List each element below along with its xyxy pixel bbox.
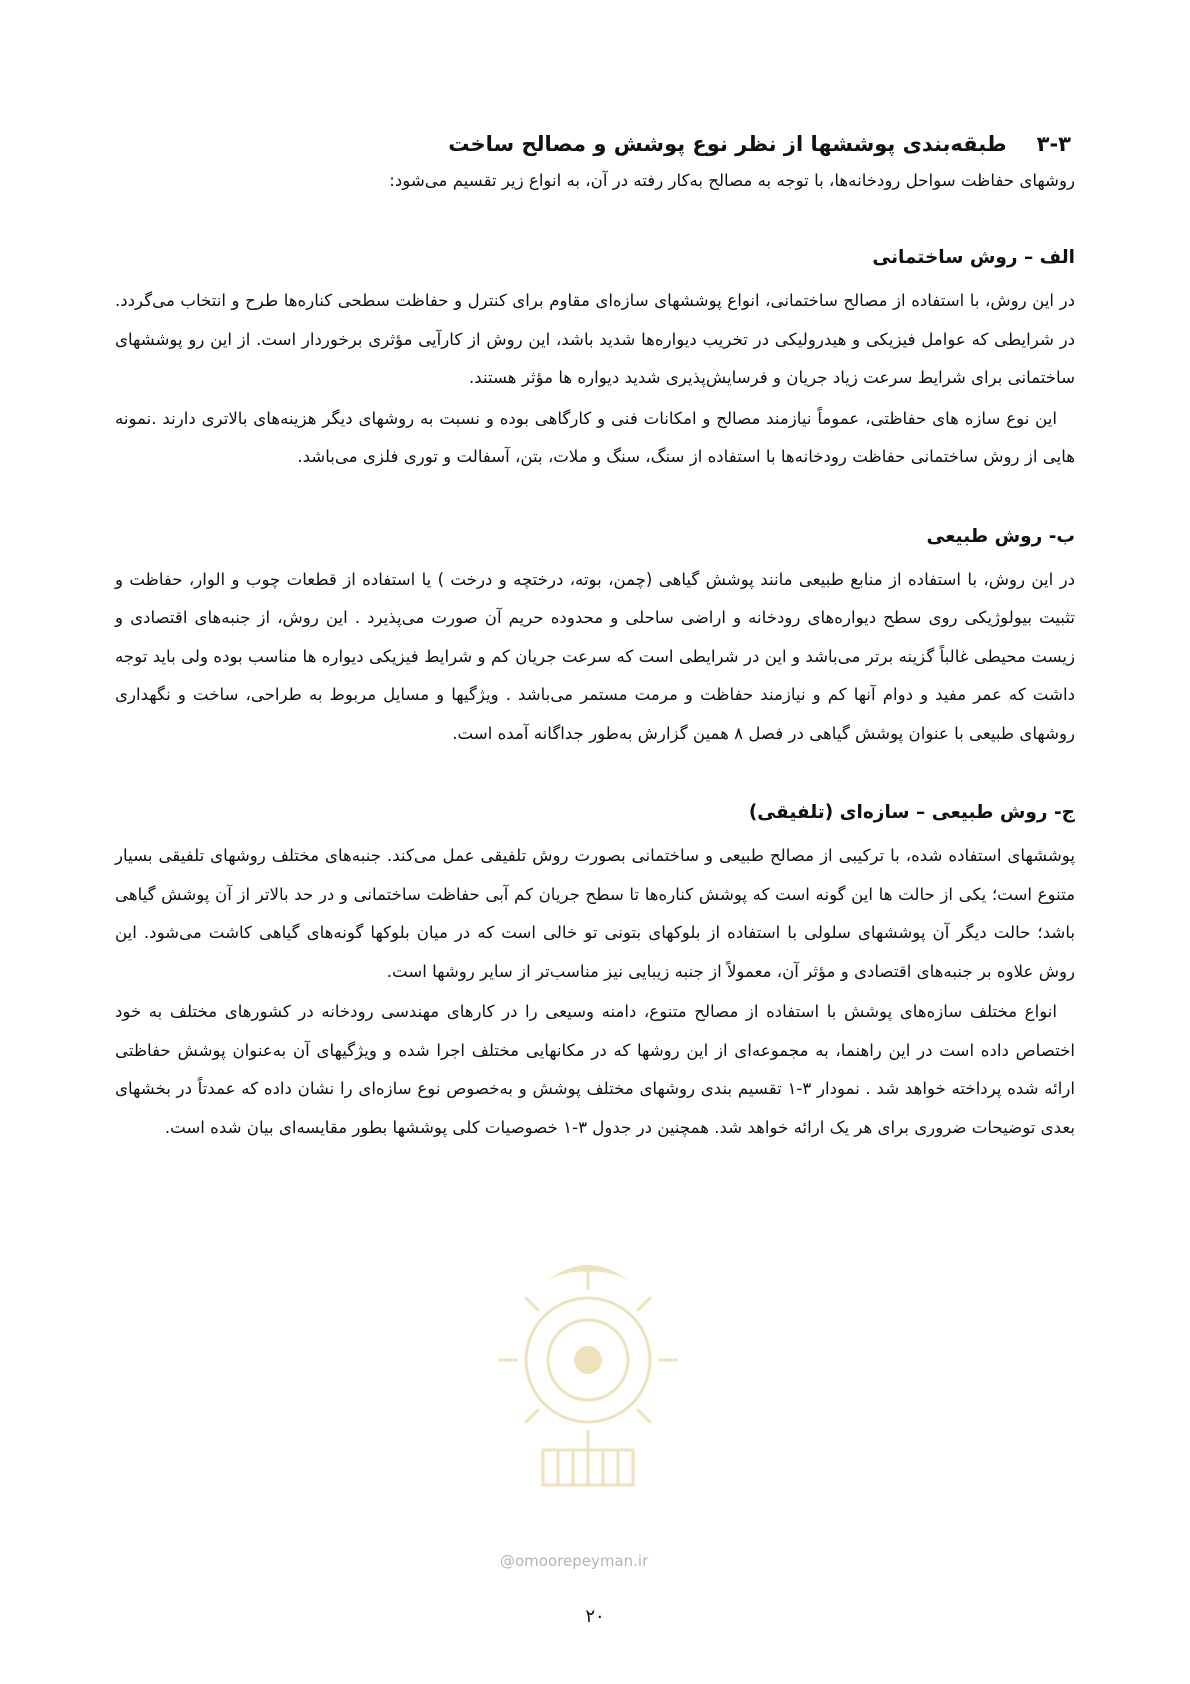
watermark-logo-icon xyxy=(488,1250,688,1500)
page-content xyxy=(115,128,1075,1147)
section-heading xyxy=(115,128,1075,160)
section-intro: روشهای حفاظت سواحل رودخانه‌ها، با توجه به مصالح به‌کار رفته در آن، به انواع زیر تقسیم می‌شود: xyxy=(389,171,1075,190)
subsection-a-paragraph-2: این نوع سازه های حفاظتی، عموماً نیازمند مصالح و امکانات فنی و کارگاهی بوده و نسبت به روشهای دیگر هزینه‌های بالاتری دارند .نمونه هایی از روش ساختمانی حفاظت رودخانه‌ها با استفاده از سنگ، سنگ و ملات، بتن، آسفالت و توری فلزی می‌باشد. xyxy=(115,408,1075,466)
subsection-c-paragraph-1: پوششهای استفاده شده، با ترکیبی از مصالح طبیعی و ساختمانی بصورت روش تلفیقی عمل می‌کند. جنبه‌های مختلف روشهای تلفیقی بسیار متنوع است؛ یکی از حالت ها این گونه است که پوشش کناره‌ها تا سطح جریان کم آبی حفاظت ساختمانی و در حد بالاتر از آن پوشش گیاهی باشد؛ حالت دیگر آن پوششهای سلولی با استفاده از بلوکهای بتونی تو خالی است که در میان بلوکها گونه‌های گیاهی کاشت می‌شود. این روش علاوه بر جنبه‌های اقتصادی و مؤثر آن، معمولاً از جنبه زیبایی نیز مناسب‌تر از سایر روشها است. xyxy=(115,846,1075,981)
page-number: ۲۰ xyxy=(585,1606,605,1627)
watermark-caption: @omoorepeyman.ir xyxy=(500,1552,649,1570)
subsection-a-paragraph-1: در این روش، با استفاده از مصالح ساختمانی، انواع پوششهای سازه‌ای مقاوم برای کنترل و حفاظت سطحی کناره‌ها طرح و انتخاب می‌گردد. در شرایطی که عوامل فیزیکی و هیدرولیکی در تخریب دیواره‌ها شدید باشد، این روش از کارآیی مؤثری برخوردار است. از این رو پوششهای ساختمانی برای شرایط سرعت زیاد جریان و فرسایش‌پذیری شدید دیواره ها مؤثر هستند. xyxy=(115,291,1075,387)
subsection-b-title: ب- روش طبیعی xyxy=(926,525,1075,547)
subsection-b-paragraph-1: در این روش، با استفاده از منابع طبیعی مانند پوشش گیاهی (چمن، بوته، درختچه و درخت ) یا استفاده از قطعات چوب و الوار، حفاظت و تثبیت بیولوژیکی روی سطح دیواره‌های رودخانه و اراضی ساحلی و محدوده حریم آن صورت می‌پذیرد . این روش، از جنبه‌های اقتصادی و زیست محیطی غالباً گزینه برتر می‌باشد و این در شرایطی است که سرعت جریان کم و شرایط فیزیکی دیواره ها مناسب بوده ولی باید توجه داشت که عمر مفید و دوام آنها کم و نیازمند حفاظت و مرمت مستمر می‌باشد . ویژگیها و مسایل مربوط به طراحی، ساخت و نگهداری روشهای طبیعی با عنوان پوشش گیاهی در فصل ۸ همین گزارش به‌طور جداگانه آمده است. xyxy=(115,569,1075,743)
subsection-c-title: ج- روش طبیعی – سازه‌ای (تلفیقی) xyxy=(748,802,1075,823)
section-title: طبقه‌بندی پوششها از نظر نوع پوشش و مصالح ساخت xyxy=(448,132,1007,156)
subsection-a-title: الف – روش ساختمانی xyxy=(872,247,1075,268)
subsection-c-paragraph-2: انواع مختلف سازه‌های پوشش با استفاده از مصالح متنوع، دامنه وسیعی را در کارهای مهندسی رودخانه در کشورهای مختلف به خود اختصاص داده است در این راهنما، به مجموعه‌ای از این روشها که در مکانهایی مختلف اجرا شده و ویژگیهای آن به‌عنوان پوشش حفاظتی ارائه شده پرداخته خواهد شد . نمودار ۳-۱ تقسیم بندی روشهای مختلف پوشش و به‌خصوص نوع سازه‌ای را نشان داده که عمدتاً در بخشهای بعدی توضیحات ضروری برای هر یک ارائه خواهد شد. همچنین در جدول ۳-۱ خصوصیات کلی پوششها بطور مقایسه‌ای بیان شده است. xyxy=(115,1002,1075,1137)
section-number: ۳-۳ xyxy=(1036,132,1071,156)
